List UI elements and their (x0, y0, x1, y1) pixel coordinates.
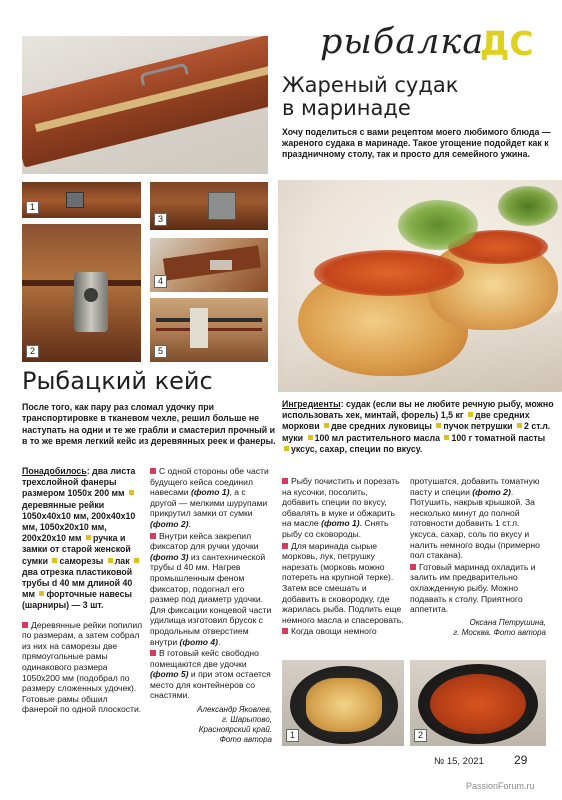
pink-bullet-icon (410, 564, 416, 570)
material: саморезы (59, 555, 104, 566)
yellow-bullet-icon (308, 435, 313, 440)
case-photo-1 (22, 182, 141, 218)
photo-ref: (фото 5) (150, 669, 189, 680)
recipe-paragraph: Для маринада сырые морковь, лук, петрушку нарезать (морковь можно потереть на крупной терке). Затем все смешать и добавить в сковородку, где жарилась рыба. Подлить еще немного масла и спасеровать. (282, 540, 404, 625)
photo-number: 3 (154, 213, 167, 226)
case-paragraph: Внутри кейса закрепил фиксатор для ручки удочки (фото 3) из сантехнической трубы d 40 мм. Нагрев промышленным феном фиксатор, подогнал его размер под диаметр удочки. Для фиксации концевой части удилища изготовил брусок с продольным отверстием внутри (фото 4). (150, 530, 272, 647)
ingredient: пучок петрушки (443, 421, 513, 432)
case-author-credit (150, 705, 272, 745)
case-lead: После того, как пару раз сломал удочку при транспортировке в тканевом чехле, решил больше не наступать на одни и те же грабли и смастерил прочный и в то же время легкий кейс из деревянных реек и фанеры. (22, 402, 276, 446)
pink-bullet-icon (282, 478, 288, 484)
recipe-photo-2 (410, 660, 546, 746)
photo-ref: (фото 2) (150, 518, 189, 529)
yellow-bullet-icon (86, 535, 91, 540)
author-place: г. Шарыпово, (221, 715, 272, 725)
recipe-author-credit (410, 618, 546, 638)
watermark: PassionForum.ru (466, 781, 535, 791)
case-photo-5 (150, 298, 268, 362)
pink-bullet-icon (22, 622, 28, 628)
photo-credit: Фото автора (219, 735, 272, 745)
case-paragraph: В готовый кейс свободно помещаются две удочки (фото 5) и при этом остается место для контейнеров со снастями. (150, 648, 271, 701)
yellow-bullet-icon (324, 423, 329, 428)
material: ручка и замки от старой женской сумки (22, 533, 131, 566)
pink-bullet-icon (282, 543, 288, 549)
material: лак (114, 555, 130, 566)
yellow-bullet-icon (39, 591, 44, 596)
ingredient: уксус, сахар, специи по вкусу. (291, 443, 423, 454)
pink-bullet-icon (150, 468, 156, 474)
pink-bullet-icon (282, 628, 288, 634)
ingredient: 100 г томатной пасты (451, 432, 546, 443)
pink-bullet-icon (150, 533, 156, 539)
recipe-title (282, 74, 552, 120)
case-photo-3 (150, 182, 268, 230)
yellow-bullet-icon (134, 558, 139, 563)
case-photo-2 (22, 224, 141, 362)
ingredients-label: Ингредиенты (282, 399, 341, 409)
page-number: 29 (514, 753, 528, 767)
photo-ref: (фото 2) (472, 486, 511, 497)
photo-ref: (фото 1) (190, 487, 230, 498)
photo-number: 1 (26, 201, 39, 214)
section-header (290, 22, 552, 66)
ingredients-text: : судак (если вы не любите речную рыбу, можно использовать хек, минтай, форель) 1,5 кг (282, 399, 554, 421)
photo-number: 5 (154, 345, 167, 358)
case-paragraph: Деревянные рейки попилил по размерам, а затем собрал из них на саморезы две прямоугольные рамы одинакового размера 1050х200 мм (подобрал по размеру сложенных удочек). Готовые рамы обшил фанерой по одной плоскости. (22, 619, 143, 715)
materials-list (22, 466, 144, 612)
case-hero-photo (22, 36, 268, 174)
issue-number: № 15, 2021 (434, 756, 484, 767)
recipe-column-1 (282, 476, 404, 638)
recipe-title-line1: Жареный судак (282, 73, 459, 97)
photo-ref: (фото 3) (150, 551, 189, 562)
yellow-bullet-icon (468, 412, 473, 417)
photo-number: 4 (154, 275, 167, 288)
ingredient: две средних луковицы (331, 421, 432, 432)
recipe-photo-1 (282, 660, 404, 746)
yellow-bullet-icon (284, 446, 289, 451)
case-photo-4 (150, 238, 268, 292)
case-paragraph: С одной стороны обе части будущего кейса соединил навесами (фото 1), а с другой — мелкими шурупами прикрутил замки от сумки (фото 2). (150, 466, 269, 529)
case-title: Рыбацкий кейс (22, 367, 213, 395)
case-column-1 (22, 466, 144, 716)
photo-number: 2 (26, 345, 39, 358)
yellow-bullet-icon (444, 435, 449, 440)
author-place: г. Москва. Фото автора (453, 627, 546, 637)
author-name: Александр Яковлев, (197, 705, 272, 715)
photo-number: 1 (286, 729, 299, 742)
yellow-bullet-icon (436, 423, 441, 428)
section-word: рыбалка (320, 22, 485, 62)
ingredient: две средних моркови (282, 410, 530, 432)
materials-label: Понадобилось (22, 466, 87, 476)
ingredient: 100 мл растительного масла (314, 432, 441, 443)
yellow-bullet-icon (517, 423, 522, 428)
ingredient: 2 ст.л. муки (282, 421, 551, 443)
material: деревянные рейки 1050х40х10 мм, 200х40х10 мм, 1050х20х10 мм, 200х20х10 мм (22, 499, 136, 544)
pink-bullet-icon (150, 650, 156, 656)
brand-logo: ДС (480, 24, 534, 63)
recipe-paragraph: Готовый маринад охладить и залить им предварительно охлажденную рыбу. Можно подавать к столу. Приятного аппетита. (410, 561, 536, 615)
recipe-intro: Хочу поделиться с вами рецептом моего любимого блюда — жареного судака в маринаде. Такое угощение подойдет как к праздничному столу, так и просто для семейного ужина. (282, 127, 551, 160)
photo-ref: (фото 4) (179, 636, 219, 647)
recipe-title-line2: в маринаде (282, 96, 411, 120)
yellow-bullet-icon (108, 558, 113, 563)
recipe-paragraph: протушатся, добавить томатную пасту и специи (фото 2). Потушить, накрыв крышкой. За несколько минут до полной готовности добавить 1 ст.л. уксуса, сахар, соль по вкусу и налить немного воды (примерно пол стакана). (410, 476, 540, 561)
material: два отрезка пластиковой трубы d 40 мм длиной 40 мм (22, 566, 133, 600)
case-column-2 (150, 466, 272, 745)
fish-dish-photo (278, 180, 562, 392)
author-name: Оксана Петрушина, (469, 617, 546, 627)
yellow-bullet-icon (52, 558, 57, 563)
materials-text: : два листа трехслойной фанеры размером 1050х 200 мм (22, 466, 136, 499)
ingredients-block (282, 399, 554, 455)
material: форточные навесы (шарниры) — 3 шт. (22, 589, 132, 611)
yellow-bullet-icon (129, 490, 134, 495)
author-region: Красноярский край. (198, 725, 272, 735)
photo-number: 2 (414, 729, 427, 742)
photo-ref: (фото 1) (321, 518, 360, 529)
recipe-column-2 (410, 476, 546, 638)
recipe-paragraph: Когда овощи немного (282, 626, 404, 637)
recipe-paragraph: Рыбу почистить и порезать на кусочки, посолить, добавить специи по вкусу, обвалять в муке и обжарить на масле (фото 1). Снять рыбу со сковороды. (282, 476, 400, 539)
